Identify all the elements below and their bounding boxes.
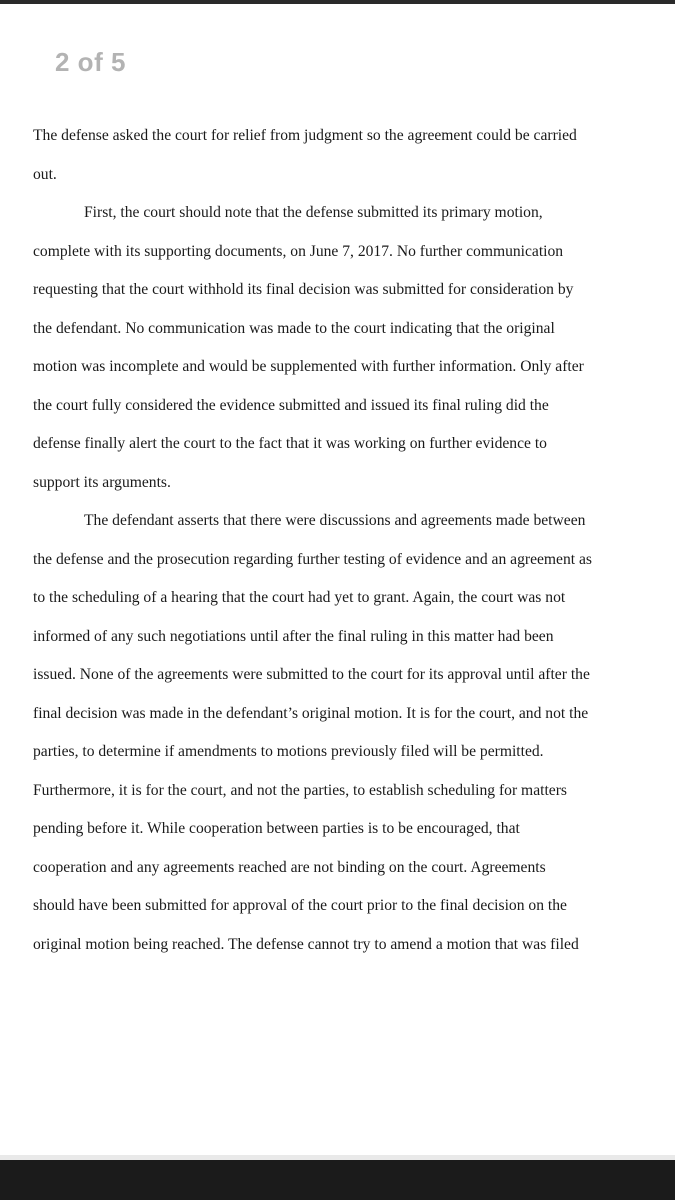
document-line: support its arguments. xyxy=(33,473,171,491)
document-line: issued. None of the agreements were submitted to the court for its approval until after the xyxy=(33,666,590,683)
document-line: complete with its supporting documents, on June 7, 2017. No further communication xyxy=(33,242,564,260)
document-line: original motion being reached. The defense cannot try to amend a motion that was filed xyxy=(33,935,579,953)
document-line: requesting that the court withhold its final decision was submitted for consideration by xyxy=(33,281,574,298)
document-line: defense finally alert the court to the fact that it was working on further evidence to xyxy=(33,435,547,452)
document-line: informed of any such negotiations until after the final ruling in this matter had been xyxy=(33,627,554,645)
document-line: to the scheduling of a hearing that the court had yet to grant. Again, the court was not xyxy=(33,589,566,606)
document-line: motion was incomplete and would be supplemented with further information. Only after xyxy=(33,358,584,375)
document-line: the defense and the prosecution regarding further testing of evidence and an agreement as xyxy=(33,550,592,568)
document-line: parties, to determine if amendments to motions previously filed will be permitted. xyxy=(33,743,544,760)
document-line: out. xyxy=(33,165,57,183)
document-line: should have been submitted for approval of the court prior to the final decision on the xyxy=(33,897,567,914)
document-line: final decision was made in the defendant’s original motion. It is for the court, and not the xyxy=(33,704,589,722)
top-status-bar xyxy=(0,0,675,4)
document-line: the defendant. No communication was made to the court indicating that the original xyxy=(33,319,555,337)
document-line: the court fully considered the evidence submitted and issued its final ruling did the xyxy=(33,396,549,414)
bottom-bar xyxy=(0,1160,675,1200)
document-line: First, the court should note that the defense submitted its primary motion, xyxy=(84,204,543,221)
document-line: The defendant asserts that there were discussions and agreements made between xyxy=(84,512,586,529)
document-line: pending before it. While cooperation between parties is to be encouraged, that xyxy=(33,820,520,837)
document-line: cooperation and any agreements reached are not binding on the court. Agreements xyxy=(33,858,546,876)
document-line: The defense asked the court for relief from judgment so the agreement could be carried xyxy=(33,127,577,144)
document-body xyxy=(33,117,648,964)
page-indicator: 2 of 5 xyxy=(55,47,126,77)
document-line: Furthermore, it is for the court, and not the parties, to establish scheduling for matters xyxy=(33,781,567,799)
